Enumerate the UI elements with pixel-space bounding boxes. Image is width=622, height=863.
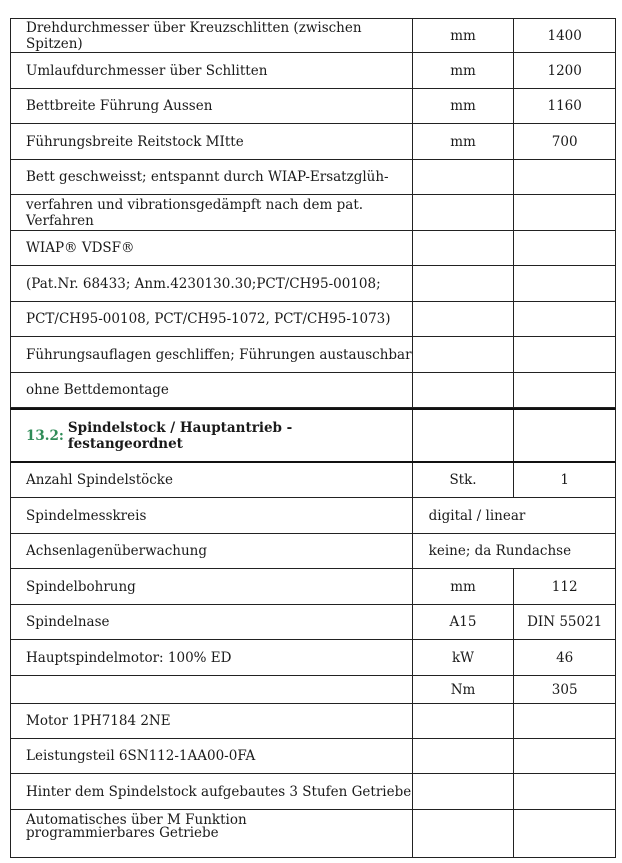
row-label-multiline xyxy=(11,810,412,857)
row-value xyxy=(513,739,615,773)
row-unit: mm xyxy=(412,53,514,88)
section-number: 13.2: xyxy=(26,427,64,444)
table-row xyxy=(10,53,616,89)
row-label: Führungsbreite Reitstock MItte xyxy=(26,133,244,150)
row-label: Hauptspindelmotor: 100% ED xyxy=(26,649,232,666)
row-label: Spindelmesskreis xyxy=(26,507,147,524)
row-label: PCT/CH95-00108, PCT/CH95-1072, PCT/CH95-1073) xyxy=(26,311,391,327)
row-value: 1160 xyxy=(513,89,615,123)
row-unit: mm xyxy=(412,124,514,159)
table-row xyxy=(10,676,616,704)
row-unit xyxy=(412,302,514,336)
row-label-line1: Automatisches über M Funktion xyxy=(26,812,247,828)
row-unit: mm xyxy=(412,569,514,604)
row-unit: Stk. xyxy=(412,463,514,497)
spec-table xyxy=(10,18,616,858)
table-row xyxy=(10,124,616,160)
row-label: (Pat.Nr. 68433; Anm.4230130.30;PCT/CH95-00108; xyxy=(26,275,381,292)
row-label: verfahren und vibrationsgedämpft nach dem pat. Verfahren xyxy=(26,196,364,229)
row-unit xyxy=(412,266,514,301)
row-label: ohne Bettdemontage xyxy=(26,382,169,398)
row-label: Leistungsteil 6SN112-1AA00-0FA xyxy=(26,748,256,764)
row-unit xyxy=(412,704,514,738)
row-value: 305 xyxy=(513,676,615,703)
row-label: Motor 1PH7184 2NE xyxy=(26,713,171,729)
row-unit xyxy=(412,373,514,407)
table-row xyxy=(10,739,616,774)
row-label: Bett geschweisst; entspannt durch WIAP-Ersatzglüh- xyxy=(26,169,389,185)
table-row xyxy=(10,640,616,676)
row-value xyxy=(513,810,615,857)
table-row xyxy=(10,373,616,408)
row-label: Spindelbohrung xyxy=(26,578,136,595)
row-label: Spindelnase xyxy=(26,614,110,630)
section-title: Spindelstock / Hauptantrieb - festangeordnet xyxy=(67,419,293,452)
row-value: 112 xyxy=(513,569,615,604)
table-row xyxy=(10,266,616,302)
row-unit: kW xyxy=(412,640,514,675)
table-row xyxy=(10,18,616,53)
row-unit: mm xyxy=(412,19,514,52)
table-row xyxy=(10,231,616,266)
table-row xyxy=(10,774,616,810)
table-row xyxy=(10,498,616,534)
row-merged-value: digital / linear xyxy=(412,498,615,533)
row-value xyxy=(513,774,615,809)
row-value xyxy=(513,266,615,301)
row-label: Hinter dem Spindelstock aufgebautes 3 Stufen Getriebe xyxy=(26,783,412,800)
row-unit: mm xyxy=(412,89,514,123)
row-label: Führungsauflagen geschliffen; Führungen austauschbar xyxy=(26,346,412,363)
row-value xyxy=(513,195,615,230)
table-row xyxy=(10,195,616,231)
row-value: 1200 xyxy=(513,53,615,88)
row-unit xyxy=(412,337,514,372)
row-unit xyxy=(412,195,514,230)
row-value: 1 xyxy=(513,463,615,497)
table-row xyxy=(10,605,616,640)
row-label-line2: programmierbares Getriebe xyxy=(26,825,219,841)
row-unit: Nm xyxy=(412,676,514,703)
table-row xyxy=(10,160,616,195)
table-row xyxy=(10,463,616,498)
row-value: 700 xyxy=(513,124,615,159)
row-label: Achsenlagenüberwachung xyxy=(26,543,207,559)
table-row xyxy=(10,569,616,605)
table-row xyxy=(10,534,616,569)
section-heading xyxy=(11,410,412,461)
table-row xyxy=(10,704,616,739)
row-label: Umlaufdurchmesser über Schlitten xyxy=(26,62,268,79)
row-merged-value: keine; da Rundachse xyxy=(412,534,615,568)
row-label xyxy=(11,676,412,703)
section-heading-row xyxy=(10,408,616,463)
row-value xyxy=(513,231,615,265)
row-value: DIN 55021 xyxy=(513,605,615,639)
row-label: Anzahl Spindelstöcke xyxy=(26,472,173,488)
table-row xyxy=(10,89,616,124)
row-value xyxy=(513,704,615,738)
row-unit xyxy=(412,739,514,773)
row-label: WIAP® VDSF® xyxy=(26,240,135,256)
table-row xyxy=(10,337,616,373)
row-value xyxy=(513,337,615,372)
row-unit xyxy=(412,160,514,194)
row-label: Drehdurchmesser über Kreuzschlitten (zwischen Spitzen) xyxy=(26,19,362,52)
row-unit xyxy=(412,231,514,265)
row-unit xyxy=(412,774,514,809)
row-value xyxy=(513,373,615,407)
row-unit: A15 xyxy=(412,605,514,639)
row-value xyxy=(513,410,615,461)
row-unit xyxy=(412,810,514,857)
row-label: Bettbreite Führung Aussen xyxy=(26,98,213,114)
row-value: 1400 xyxy=(513,19,615,52)
table-row xyxy=(10,810,616,858)
row-unit xyxy=(412,410,514,461)
row-value xyxy=(513,302,615,336)
table-row xyxy=(10,302,616,337)
row-value: 46 xyxy=(513,640,615,675)
row-value xyxy=(513,160,615,194)
